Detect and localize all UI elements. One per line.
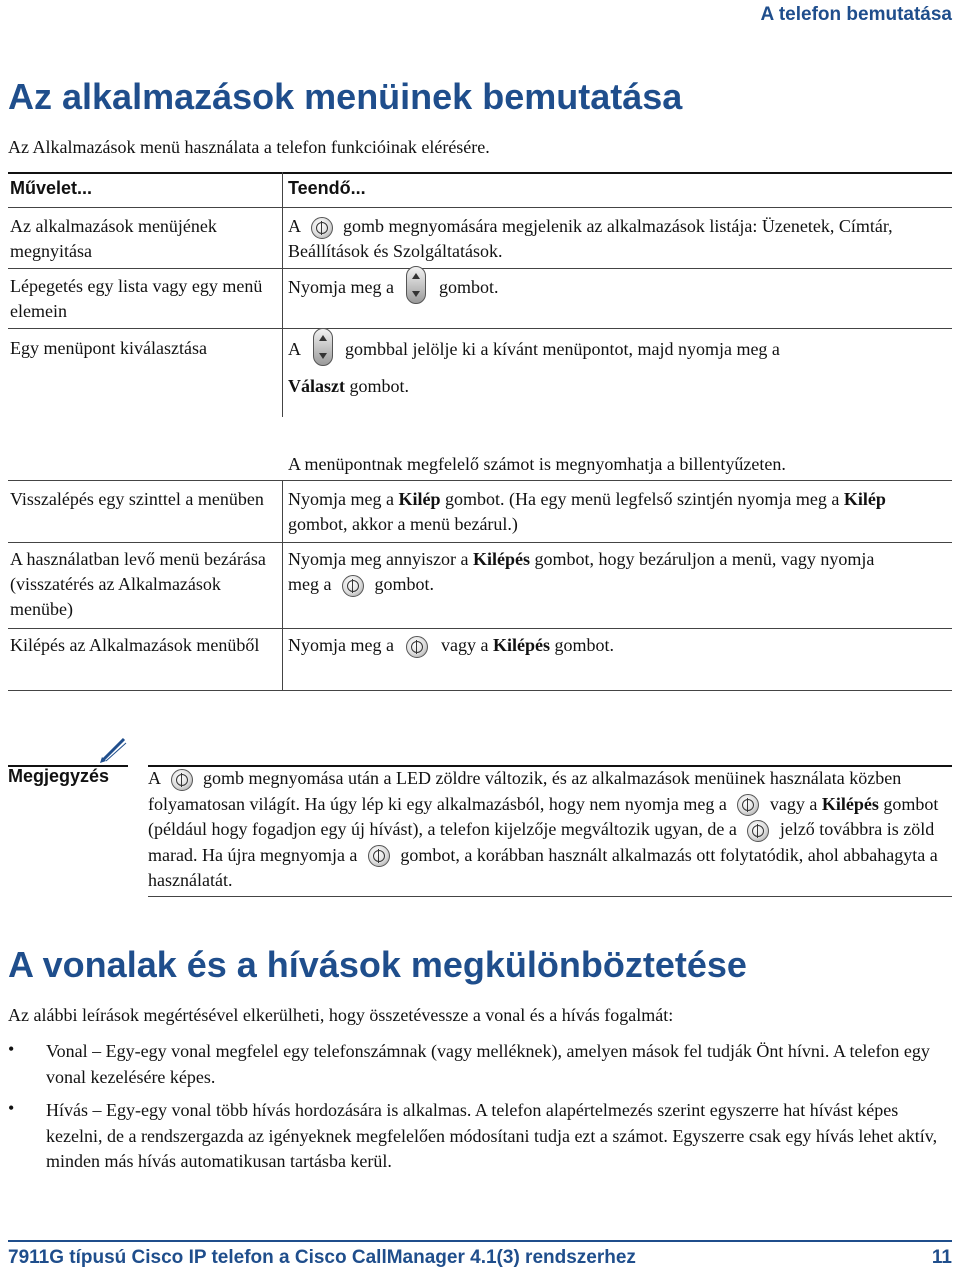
todo-text: gombbal jelölje ki a kívánt menüpontot, majd nyomja meg a xyxy=(345,339,780,360)
exit-key-label: Kilépés xyxy=(492,635,550,655)
exit-key-label: Kilépés xyxy=(821,793,879,814)
exit-key-label: Kilép xyxy=(843,489,886,509)
table-row-todo-cont: A menüpontnak megfelelő számot is megnyomhatja a billentyűzeten. xyxy=(288,454,786,474)
page-number: 11 xyxy=(931,1247,952,1268)
footer-title: 7911G típusú Cisco IP telefon a Cisco CallManager 4.1(3) rendszerhez xyxy=(8,1247,636,1268)
note-text: gomb megnyomása után a LED zöldre változik, és az alkalmazások menüinek használata közben folyamatosan világít. Ha úgy lép ki egy alkalmazásból, hogy nem nyomja meg a xyxy=(148,768,902,814)
section-title: A vonalak és a hívások megkülönböztetése xyxy=(8,944,747,985)
note-text: gombot, a korábban használt alkalmazás ott folytatódik, ahol abbahagyta a használatát. xyxy=(148,844,938,890)
table-row-action: Kilépés az Alkalmazások menüből xyxy=(10,635,260,655)
globe-icon xyxy=(311,217,333,239)
todo-text: Nyomja meg a xyxy=(288,489,394,509)
todo-text: gombot. xyxy=(554,635,614,655)
col-header-todo: Teendő... xyxy=(288,178,366,198)
globe-icon xyxy=(368,845,390,867)
note-bottom-rule xyxy=(148,896,952,897)
todo-text: gombot. xyxy=(349,376,410,396)
table-row-todo-cont xyxy=(288,374,948,399)
todo-text: gombot. xyxy=(438,277,499,298)
table-row-action: Lépegetés egy lista vagy egy menü elemein xyxy=(10,276,263,321)
note-text: gombot (például hogy fogadjon egy új hívást), a telefon kijelzője megváltozik ugyan, de a xyxy=(148,793,939,839)
select-key-label: Választ xyxy=(288,376,345,396)
row-rule xyxy=(8,480,952,481)
globe-icon xyxy=(737,794,759,816)
table-row-todo xyxy=(288,214,948,264)
table-row-todo xyxy=(288,547,888,597)
globe-icon xyxy=(171,769,193,791)
row-rule xyxy=(8,628,952,629)
todo-text: Nyomja meg a xyxy=(288,277,394,298)
table-row-action: Egy menüpont kiválasztása xyxy=(10,338,207,358)
table-row-action: Visszalépés egy szinttel a menüben xyxy=(10,489,264,509)
table-row-todo xyxy=(288,633,948,658)
todo-text: gombot, akkor a menü bezárul.) xyxy=(288,514,518,534)
row-rule xyxy=(8,328,952,329)
globe-icon xyxy=(406,636,428,658)
section-intro: Az Alkalmazások menü használata a telefon funkcióinak elérésére. xyxy=(8,137,490,157)
table-column-divider xyxy=(282,172,283,417)
exit-key-label: Kilép xyxy=(398,489,441,509)
note-label: Megjegyzés xyxy=(8,766,110,786)
rocker-icon xyxy=(313,328,333,366)
bullet-marker: • xyxy=(8,1098,15,1118)
row-rule xyxy=(8,268,952,269)
todo-text: A xyxy=(288,339,301,360)
globe-icon xyxy=(747,820,769,842)
footer-rule xyxy=(8,1240,952,1242)
bullet-marker: • xyxy=(8,1039,15,1059)
rocker-icon xyxy=(406,266,426,304)
table-row-todo xyxy=(288,487,888,537)
running-header: A telefon bemutatása xyxy=(760,4,952,25)
todo-text: Nyomja meg annyiszor a xyxy=(288,549,469,569)
todo-text: gombot. (Ha egy menü legfelső szintjén nyomja meg a xyxy=(445,489,840,509)
todo-text: vagy a xyxy=(440,635,489,655)
note-text: jelző továbbra is zöld marad. Ha újra megnyomja a xyxy=(148,819,935,865)
table-column-divider xyxy=(282,480,283,690)
row-rule xyxy=(8,542,952,543)
note-text: vagy a xyxy=(769,793,818,814)
todo-text: A xyxy=(288,216,301,236)
todo-text: gomb megnyomására megjelenik az alkalmazások listája: Üzenetek, Címtár, Beállítások és Szolgáltatások. xyxy=(288,216,893,261)
globe-icon xyxy=(342,575,364,597)
section-intro: Az alábbi leírások megértésével elkerülheti, hogy összetévessze a vonal és a hívás fogalmát: xyxy=(8,1005,674,1025)
table-row-action: Az alkalmazások menüjének megnyitása xyxy=(10,216,217,261)
section-title: Az alkalmazások menüinek bemutatása xyxy=(8,76,683,117)
table-bottom-rule xyxy=(8,690,952,691)
pencil-icon xyxy=(98,735,128,763)
col-header-action: Művelet... xyxy=(10,178,93,198)
table-row-action: A használatban levő menü bezárása (visszatérés az Alkalmazások menübe) xyxy=(10,549,266,619)
bullet-item: Hívás – Egy-egy vonal több hívás hordozására is alkalmas. A telefon alapértelmezés szerint egyszerre hat hívást képes kezelni, de a rendszergazda az igényeknek megfelelően módosítani tudja ezt a számot. Egyszerre csak egy hívás lehet aktív, minden más hívás automatikusan tartásba kerül. xyxy=(46,1100,938,1171)
table-row-todo xyxy=(288,336,948,366)
table-row-todo xyxy=(288,274,948,304)
todo-text: gombot. xyxy=(374,574,434,594)
table-top-rule xyxy=(8,172,952,174)
table-header-rule xyxy=(8,207,952,208)
todo-text: gombot, hogy bezáruljon a menü, vagy nyomja meg a xyxy=(288,549,875,594)
exit-key-label: Kilépés xyxy=(472,549,530,569)
bullet-item: Vonal – Egy-egy vonal megfelel egy telefonszámnak (vagy melléknek), amelyen mások fel tudják Önt hívni. A telefon egy vonal kezelésére képes. xyxy=(46,1041,930,1087)
note-text: A xyxy=(148,768,161,788)
todo-text: Nyomja meg a xyxy=(288,635,394,655)
note-body xyxy=(148,766,948,894)
